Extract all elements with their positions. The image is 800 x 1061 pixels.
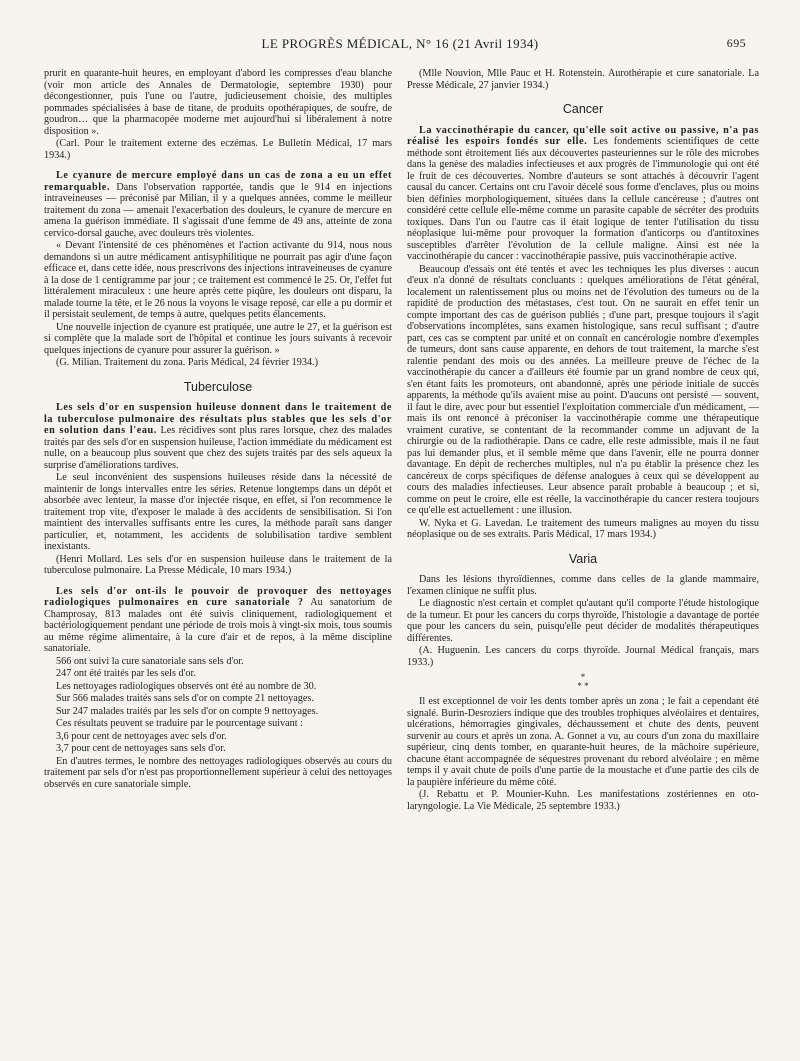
paragraph	[44, 402, 392, 471]
reference: (Mlle Nouvion, Mlle Pauc et H. Rotenstein. Aurothérapie et cure sanatoriale. La Presse Médicale, 27 janvier 1934.)	[407, 68, 759, 91]
reference: (Carl. Pour le traitement externe des eczémas. Le Bulletin Médical, 17 mars 1934.)	[44, 138, 392, 161]
paragraph-text: Les récidives sont plus rares lorsque, chez des malades traités par des sels d'or en suspension huileuse, l'action immédiate du médicament est nulle, on a beaucoup plus souvent que chez des sujets traités par des sels aqueux la surprise d'améliorations tardives.	[44, 425, 392, 471]
paragraph: Dans les lésions thyroïdiennes, comme dans celles de la glande mammaire, l'examen clinique ne suffit plus.	[407, 574, 759, 597]
reference: W. Nyka et G. Lavedan. Le traitement des tumeurs malignes au moyen du tissu néoplasique ou de ses extraits. Paris Médical, 17 mars 1934.)	[407, 517, 759, 540]
paragraph: Une nouvelle injection de cyanure est pratiquée, une autre le 27, et la guérison est si complète que la malade sort de l'hôpital et continue les jours suivants à recevoir quelques injections de cyanure pour assurer la guérison. »	[44, 321, 392, 356]
right-column	[407, 68, 759, 813]
paragraph: « Devant l'intensité de ces phénomènes et l'action activante du 914, nous nous demandons si un autre médicament antisyphilitique ne pourrait pas agir d'une façon efficace et, dans cette idée, nous prescrivons des injections intraveineuses de cyanure à la dose de 1 centigramme par jour ; ce traitement est commencé le 25. Or, l'effet fut littéralement miraculeux : une heure après cette piqûre, les douleurs ont disparu, la malade tourne la tête, et le 26 nous la voyons le visage reposé, car elle a pu dormir et il persistait seulement, de temps à autre, quelques petits élancements.	[44, 240, 392, 320]
section-heading: Varia	[568, 551, 598, 566]
list-item: Ces résultats peuvent se traduire par le pourcentage suivant :	[56, 718, 303, 729]
list-item: 3,6 pour cent de nettoyages avec sels d'or.	[56, 730, 227, 742]
lead-sentence: Les sels d'or ont-ils le pouvoir de provoquer des nettoyages radiologiques pulmonaires en cure sanatoriale ?	[44, 585, 392, 608]
paragraph: Le seul inconvénient des suspensions huileuses réside dans la nécessité de maintenir de longs intervalles entre les séries. Retenue longtemps dans un dépôt et absorbée avec lenteur, la masse d'or injectée risque, en effet, si l'on recommence le traitement trop vite, d'exposer le malade à des accidents de sensibilisation. Si l'on maintient des intervalles suffisants entre les cures, la méthode paraît sans danger particulier, et, notamment, les accidents de solubilisation tardive semblent inexistants.	[44, 472, 392, 552]
list-item: 3,7 pour cent de nettoyages sans sels d'or.	[56, 743, 226, 754]
lead-sentence: Le cyanure de mercure employé dans un cas de zona a eu un effet remarquable.	[44, 170, 392, 193]
paragraph: prurit en quarante-huit heures, en employant d'abord les compresses d'eau blanche (voir mon article des Annales de Dermatologie, septembre 1930) pour décongestionner, puis l'une ou l'autre, judicieusement choisie, des multiples pommades spécialisées à base de titane, de produits opothérapiques, de soufre, de goudron… que la pharmacopée moderne met aujourd'hui si libéralement à notre disposition ».	[44, 68, 392, 137]
list-item: Sur 566 malades traités sans sels d'or on compte 21 nettoyages.	[56, 693, 314, 704]
lead-sentence: Les sels d'or en suspension huileuse donnent dans le traitement de la tuberculose pulmonaire des résultats plus stables que les sels d'or en solution dans l'eau.	[44, 402, 392, 436]
paragraph: Le diagnostic n'est certain et complet qu'autant qu'il comporte l'étude histologique de la tumeur. Et pour les cancers du corps thyroïde, l'histologie a davantage de portée que pour les cancers du sein, puisqu'elle peut décider de modalités thérapeutiques différentes.	[407, 598, 759, 644]
paragraph-text: Au sanatorium de Champrosay, 813 malades ont été suivis cliniquement, radiologiquement et bactériologiquement pendant une période de trois mois à vingt-six mois, tous soumis au même régime alimentaire, à la cure d'air et de repos, à la même discipline sanatoriale.	[44, 597, 392, 654]
paragraph	[44, 170, 392, 239]
section-heading: Tuberculose	[183, 379, 253, 394]
list-item: 566 ont suivi la cure sanatoriale sans sels d'or.	[56, 655, 244, 667]
paragraph-text: Les fondements scientifiques de cette méthode sont étroitement liés aux découvertes pasteuriennes sur le rôle des microbes dans la genèse des maladies infectieuses et aux progrès de l'immunologie qui ont été le fruit de ces découvertes. Nombre d'auteurs se sont attachés à découvrir l'agent causal du cancer. Certains ont cru l'avoir décelé sous forme d'enclaves, plus ou moins bien définies morphologiquement, situées dans la cellule cancéreuse ; d'autres ont considéré cette cellule elle-même comme un parasite capable de sécréter des produits toxiques. Dans l'un ou l'autre cas il était logique de tenter l'utilisation du tissu néoplasique lui-même pour provoquer la formation d'anticorps ou d'antitoxines susceptibles d'arrêter l'évolution de la cellule maligne. Ainsi est née la vaccinothérapie du cancer : vaccinothérapie passive, puis vaccinothérapie active.	[407, 136, 759, 262]
lead-sentence: La vaccinothérapie du cancer, qu'elle soit active ou passive, n'a pas réalisé les espoirs fondés sur elle.	[407, 124, 759, 147]
paragraph	[407, 125, 759, 263]
paragraph-text: Dans l'observation rapportée, tandis que le 914 en injections intraveineuses — préconisé par Milian, il y a quelques années, comme le meilleur traitement du zona — amenait l'exacerbation des douleurs, le cyanure de mercure en amena la guérison immédiate. Il s'agissait d'une femme de 49 ans, atteinte de zona cervico-dorsal gauche, avec douleurs très violentes.	[44, 181, 393, 239]
page-header	[0, 36, 800, 56]
paragraph: Il est exceptionnel de voir les dents tomber après un zona ; le fait a cependant été signalé. Burin-Desroziers indique que des troubles trophiques alvéolaires et dentaires, ulcérations, hémorragies gingivales, déchaussement et chute des dents, peuvent survenir au cours et après un zona. A. Gonnet a vu, au cours d'un zona du maxillaire supérieur, cinq dents tomber, en quarante-huit heures, de la mâchoire supérieure, chacune étant accompagnée de séquestres provenant du rebord alvéolaire ; en même temps il y avait chute de poils d'une partie de la moustache et d'une partie des cils de la paupière inférieure du même côté.	[407, 696, 759, 788]
reference: (Henri Mollard. Les sels d'or en suspension huileuse dans le traitement de la tuberculose pulmonaire. La Presse Médicale, 10 mars 1934.)	[44, 553, 392, 576]
reference: (J. Rebattu et P. Mounier-Kuhn. Les manifestations zostériennes en oto-laryngologie. La Vie Médicale, 25 septembre 1933.)	[407, 789, 759, 812]
paragraph: Beaucoup d'essais ont été tentés et avec les techniques les plus diverses : aucun d'eux n'a donné de résultats concluants : quelques améliorations de l'état général, localement un ralentissement plus ou moins net de l'évolution des tumeurs ou de la rapidité de production des métastases, c'est tout. On ne saurait en effet tenir un compte important des cas de guérison publiés ; d'une part, presque toujours il s'agit d'observations incomplètes, sans examen histologique, sans recul suffisant ; d'autre part, ces cas se comptent par unité et on connaît en cancérologie nombre d'exemples de tumeurs, dont sans cause apparente, en dehors de tout traitement, la marche s'est ralentie pendant des mois ou des années. La meilleure preuve de l'échec de la vaccinothérapie du cancer a d'ailleurs été fournie par un grand nombre de ceux qui, s'en étant faits les promoteurs, ont abandonné, après une période initiale de succès apparents, la méthode qu'ils avaient mise au point. D'aucuns ont persisté — souvent, il faut le dire, avec pour but essentiel l'exploitation commerciale d'un médicament, — mais ils ont renoncé à préconiser la vaccinothérapie comme une thérapeutique vraiment curative, se contentant de la recommander comme un adjuvant de la chirurgie ou de la radiothérapie. Dans ce cadre, elle reste admissible, mais il ne faut pas lui demander plus, et il semble même que dans l'avenir, elle ne pourra donner davantage. En dépit de recherches multiples, nul n'a pu établir la présence chez les cancéreux de corps spécifiques de défense analogues à ceux qui se développent au cours des maladies infectieuses. Leur absence paraît probable à beaucoup ; et si, comme on peut le croire, elle est réelle, la vaccinothérapie du cancer restera toujours ce qu'elle est actuellement : une illusion.	[407, 263, 759, 516]
list-item: 247 ont été traités par les sels d'or.	[56, 668, 196, 679]
reference: (G. Milian. Traitement du zona. Paris Médical, 24 février 1934.)	[56, 357, 318, 368]
list-item: Les nettoyages radiologiques observés ont été au nombre de 30.	[56, 680, 317, 692]
list-item: Sur 247 malades traités par les sels d'or on compte 9 nettoyages.	[56, 705, 319, 717]
section-heading: Cancer	[562, 102, 604, 116]
page-number: 695	[726, 36, 746, 50]
left-column	[44, 68, 392, 791]
paragraph: En d'autres termes, le nombre des nettoyages radiologiques observés au cours du traitement par sels d'or n'est pas proportionnellement supérieur à celui des nettoyages observés en cure sanatoriale simple.	[44, 755, 392, 790]
section-separator: * * *	[577, 672, 589, 691]
paragraph	[44, 586, 392, 655]
reference: (A. Huguenin. Les cancers du corps thyroïde. Journal Médical français, mars 1933.)	[407, 645, 759, 668]
running-title: LE PROGRÈS MÉDICAL, N° 16 (21 Avril 1934)	[261, 36, 539, 51]
